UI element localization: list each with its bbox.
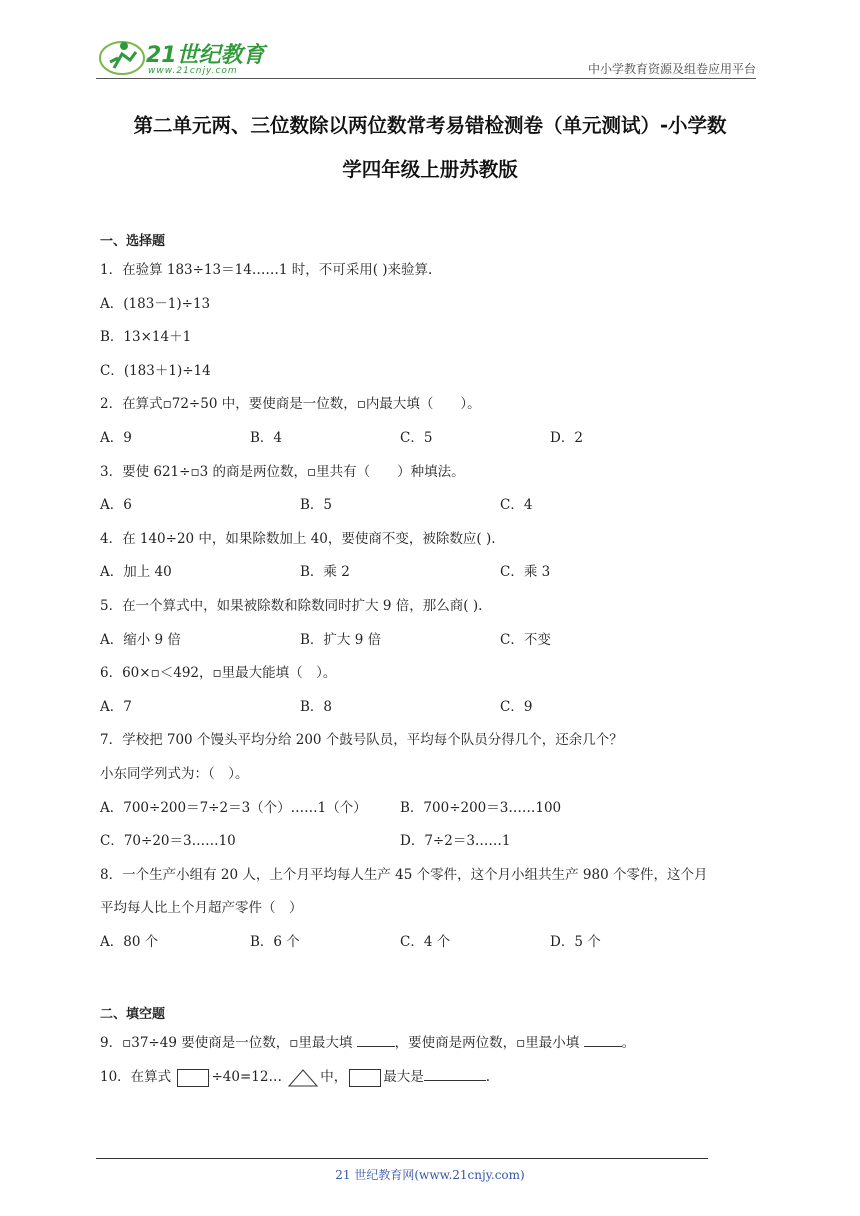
question-5: 5．在一个算式中，如果被除数和除数同时扩大 9 倍，那么商( ).	[100, 597, 483, 614]
q2-option-c: C．5	[400, 429, 433, 446]
triangle-icon	[287, 1068, 319, 1088]
q3-option-a: A．6	[100, 497, 132, 514]
q7-option-d: D．7÷2＝3……1	[400, 833, 511, 850]
q9-part-2: ，要使商是两位数，▫里最小填	[394, 1035, 584, 1052]
title-line-1: 第二单元两、三位数除以两位数常考易错检测卷（单元测试）-小学数	[133, 114, 727, 137]
logo	[96, 36, 266, 80]
q6-option-c: C．9	[500, 698, 533, 715]
q3-option-b: B．5	[300, 497, 333, 514]
square-box-icon	[177, 1069, 209, 1087]
q9-blank-1[interactable]	[357, 1032, 395, 1047]
footer-divider	[96, 1158, 708, 1159]
q8-options	[100, 926, 760, 960]
q8-option-c: C．4 个	[400, 933, 451, 950]
q5-options	[100, 624, 760, 658]
q5-option-c: C．不变	[500, 631, 551, 648]
q2-option-a: A．9	[100, 429, 132, 446]
q10-part-4: 最大是	[383, 1069, 424, 1086]
question-7: 7．学校把 700 个馒头平均分给 200 个鼓号队员，平均每个队员分得几个，还余几个？	[100, 732, 623, 749]
q7-options-row1	[100, 792, 760, 826]
section-fill: 二、填空题	[100, 1007, 166, 1023]
q3-options	[100, 489, 760, 523]
footer-text: 21 世纪教育网(www.21cnjy.com)	[335, 1168, 525, 1182]
q8-option-d: D．5 个	[550, 933, 601, 950]
q4-option-c: C．乘 3	[500, 564, 551, 581]
question-9	[100, 1027, 760, 1061]
q9-blank-2[interactable]	[584, 1032, 622, 1047]
q4-option-a: A．加上 40	[100, 564, 172, 581]
q8-option-a: A．80 个	[100, 933, 159, 950]
question-4: 4．在 140÷20 中，如果除数加上 40，要使商不变，被除数应( ).	[100, 530, 496, 547]
q10-blank[interactable]	[424, 1066, 486, 1081]
question-8-cont: 平均每人比上个月超产零件（ ）	[100, 900, 303, 917]
question-1: 1．在验算 183÷13＝14……1 时，不可采用( )来验算.	[100, 262, 433, 278]
q5-option-b: B．扩大 9 倍	[300, 631, 382, 648]
q4-options	[100, 556, 760, 590]
section-choice: 一、选择题	[100, 234, 166, 249]
title-line-2: 学四年级上册苏教版	[342, 158, 518, 181]
question-8: 8．一个生产小组有 20 人，上个月平均每人生产 45 个零件，这个月小组共生产 980 个零件，这个月	[100, 866, 708, 883]
q7-option-c: C．70÷20＝3……10	[100, 833, 236, 850]
q6-options	[100, 691, 760, 725]
q10-part-3: 中，	[320, 1069, 348, 1086]
q7-options-row2	[100, 825, 760, 859]
q6-option-b: B．8	[300, 698, 333, 715]
q9-part-1: 9．▫37÷49 要使商是一位数，▫里最大填	[100, 1035, 357, 1052]
question-3: 3．要使 621÷▫3 的商是两位数，▫里共有（ ）种填法。	[100, 463, 465, 480]
q10-part-5: .	[485, 1069, 491, 1086]
platform-label: 中小学教育资源及组卷应用平台	[587, 62, 756, 76]
q9-part-3: 。	[621, 1035, 636, 1052]
q4-option-b: B．乘 2	[300, 564, 350, 581]
question-2: 2．在算式▫72÷50 中，要使商是一位数，▫内最大填（ ）。	[100, 396, 481, 413]
q3-option-c: C．4	[500, 497, 533, 514]
q2-option-b: B．4	[250, 429, 283, 446]
q6-option-a: A．7	[100, 698, 132, 715]
q8-option-b: B．6 个	[250, 933, 300, 950]
q2-option-d: D．2	[550, 429, 583, 446]
q5-option-a: A．缩小 9 倍	[100, 631, 181, 648]
question-10	[100, 1061, 760, 1095]
q1-option-c: C．(183＋1)÷14	[100, 362, 211, 379]
exam-content	[100, 230, 760, 1095]
q7-option-b: B．700÷200＝3……100	[400, 799, 562, 816]
square-box-icon	[349, 1069, 381, 1087]
q1-option-a: A．(183－1)÷13	[100, 295, 211, 312]
q2-options	[100, 422, 760, 456]
logo-text: 21世纪教育	[146, 43, 265, 68]
question-6: 6．60×▫＜492，▫里最大能填（ ）。	[100, 665, 337, 682]
q10-part-1: 10．在算式	[100, 1069, 176, 1086]
q10-part-2: ÷40=12…	[211, 1069, 287, 1086]
q7-option-a: A．700÷200＝7÷2＝3（个）……1（个）	[100, 799, 367, 816]
logo-url: www.21cnjy.com	[148, 66, 238, 76]
question-7-cont: 小东同学列式为：（ ）。	[100, 765, 249, 782]
header-divider	[96, 78, 756, 79]
page-title	[96, 104, 764, 192]
q1-option-b: B．13×14＋1	[100, 329, 192, 346]
